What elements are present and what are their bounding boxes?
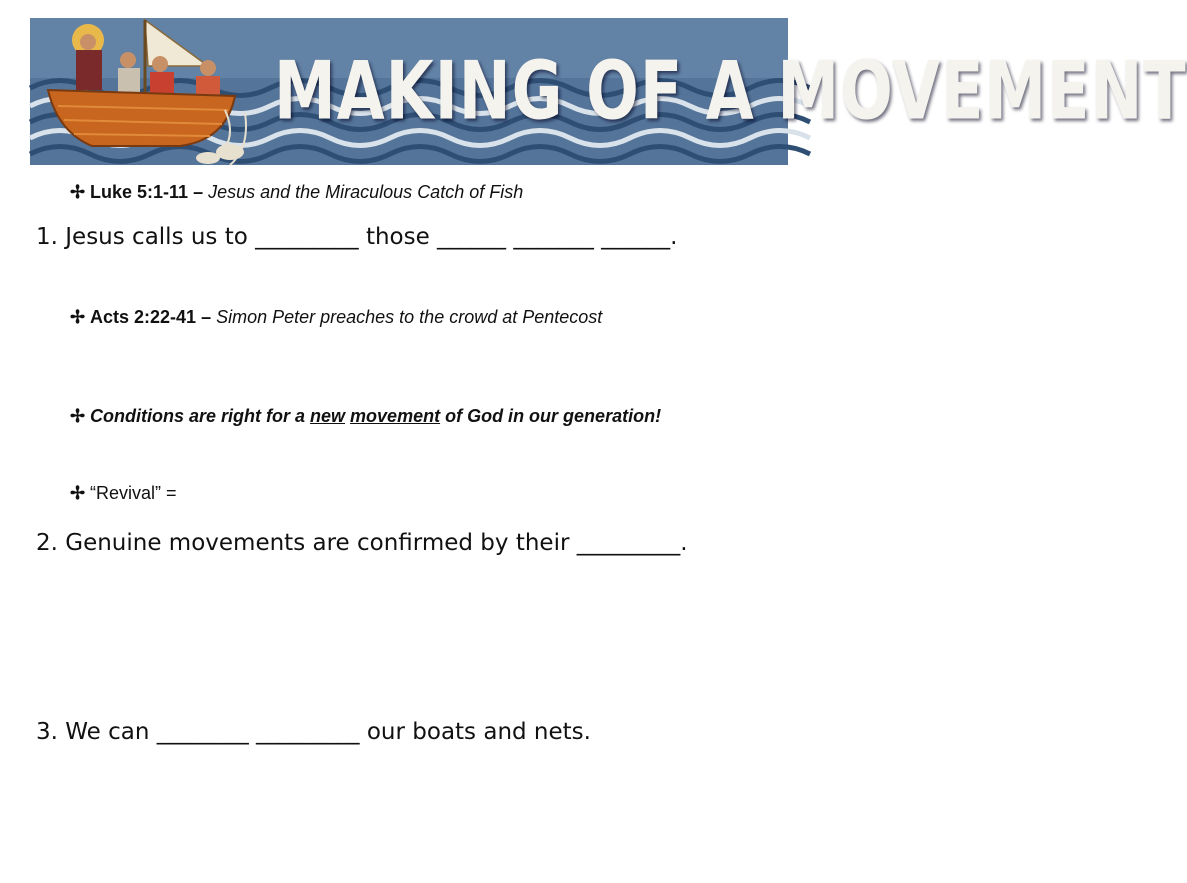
conditions-movement: movement	[350, 406, 441, 426]
conditions-text-2: of God in our generation!	[440, 406, 662, 426]
conditions-text-1: Conditions are right for a	[90, 406, 311, 426]
banner-title: MAKING OF A MOVEMENT	[274, 43, 1187, 138]
luke-reference: Luke 5:1-11	[90, 182, 189, 202]
point-one: 1. Jesus calls us to _________ those ______ _______ ______.	[36, 224, 678, 250]
point-two: 2. Genuine movements are confirmed by their _________.	[36, 530, 688, 556]
bullet-conditions	[70, 406, 661, 427]
luke-dash: –	[188, 182, 209, 202]
cross-icon: ✢	[70, 483, 86, 503]
bullet-acts	[70, 307, 602, 328]
luke-description: Jesus and the Miraculous Catch of Fish	[208, 182, 524, 202]
acts-reference: Acts 2:22-41	[90, 307, 197, 327]
bullet-revival	[70, 483, 177, 504]
revival-text: “Revival” =	[90, 483, 177, 503]
cross-icon: ✢	[70, 307, 86, 327]
cross-icon: ✢	[70, 182, 86, 202]
acts-dash: –	[196, 307, 217, 327]
banner	[30, 18, 1187, 165]
acts-description: Simon Peter preaches to the crowd at Pentecost	[216, 307, 603, 327]
conditions-new: new	[310, 406, 346, 426]
point-three: 3. We can ________ _________ our boats and nets.	[36, 719, 591, 745]
bullet-luke	[70, 182, 523, 203]
cross-icon: ✢	[70, 406, 86, 426]
